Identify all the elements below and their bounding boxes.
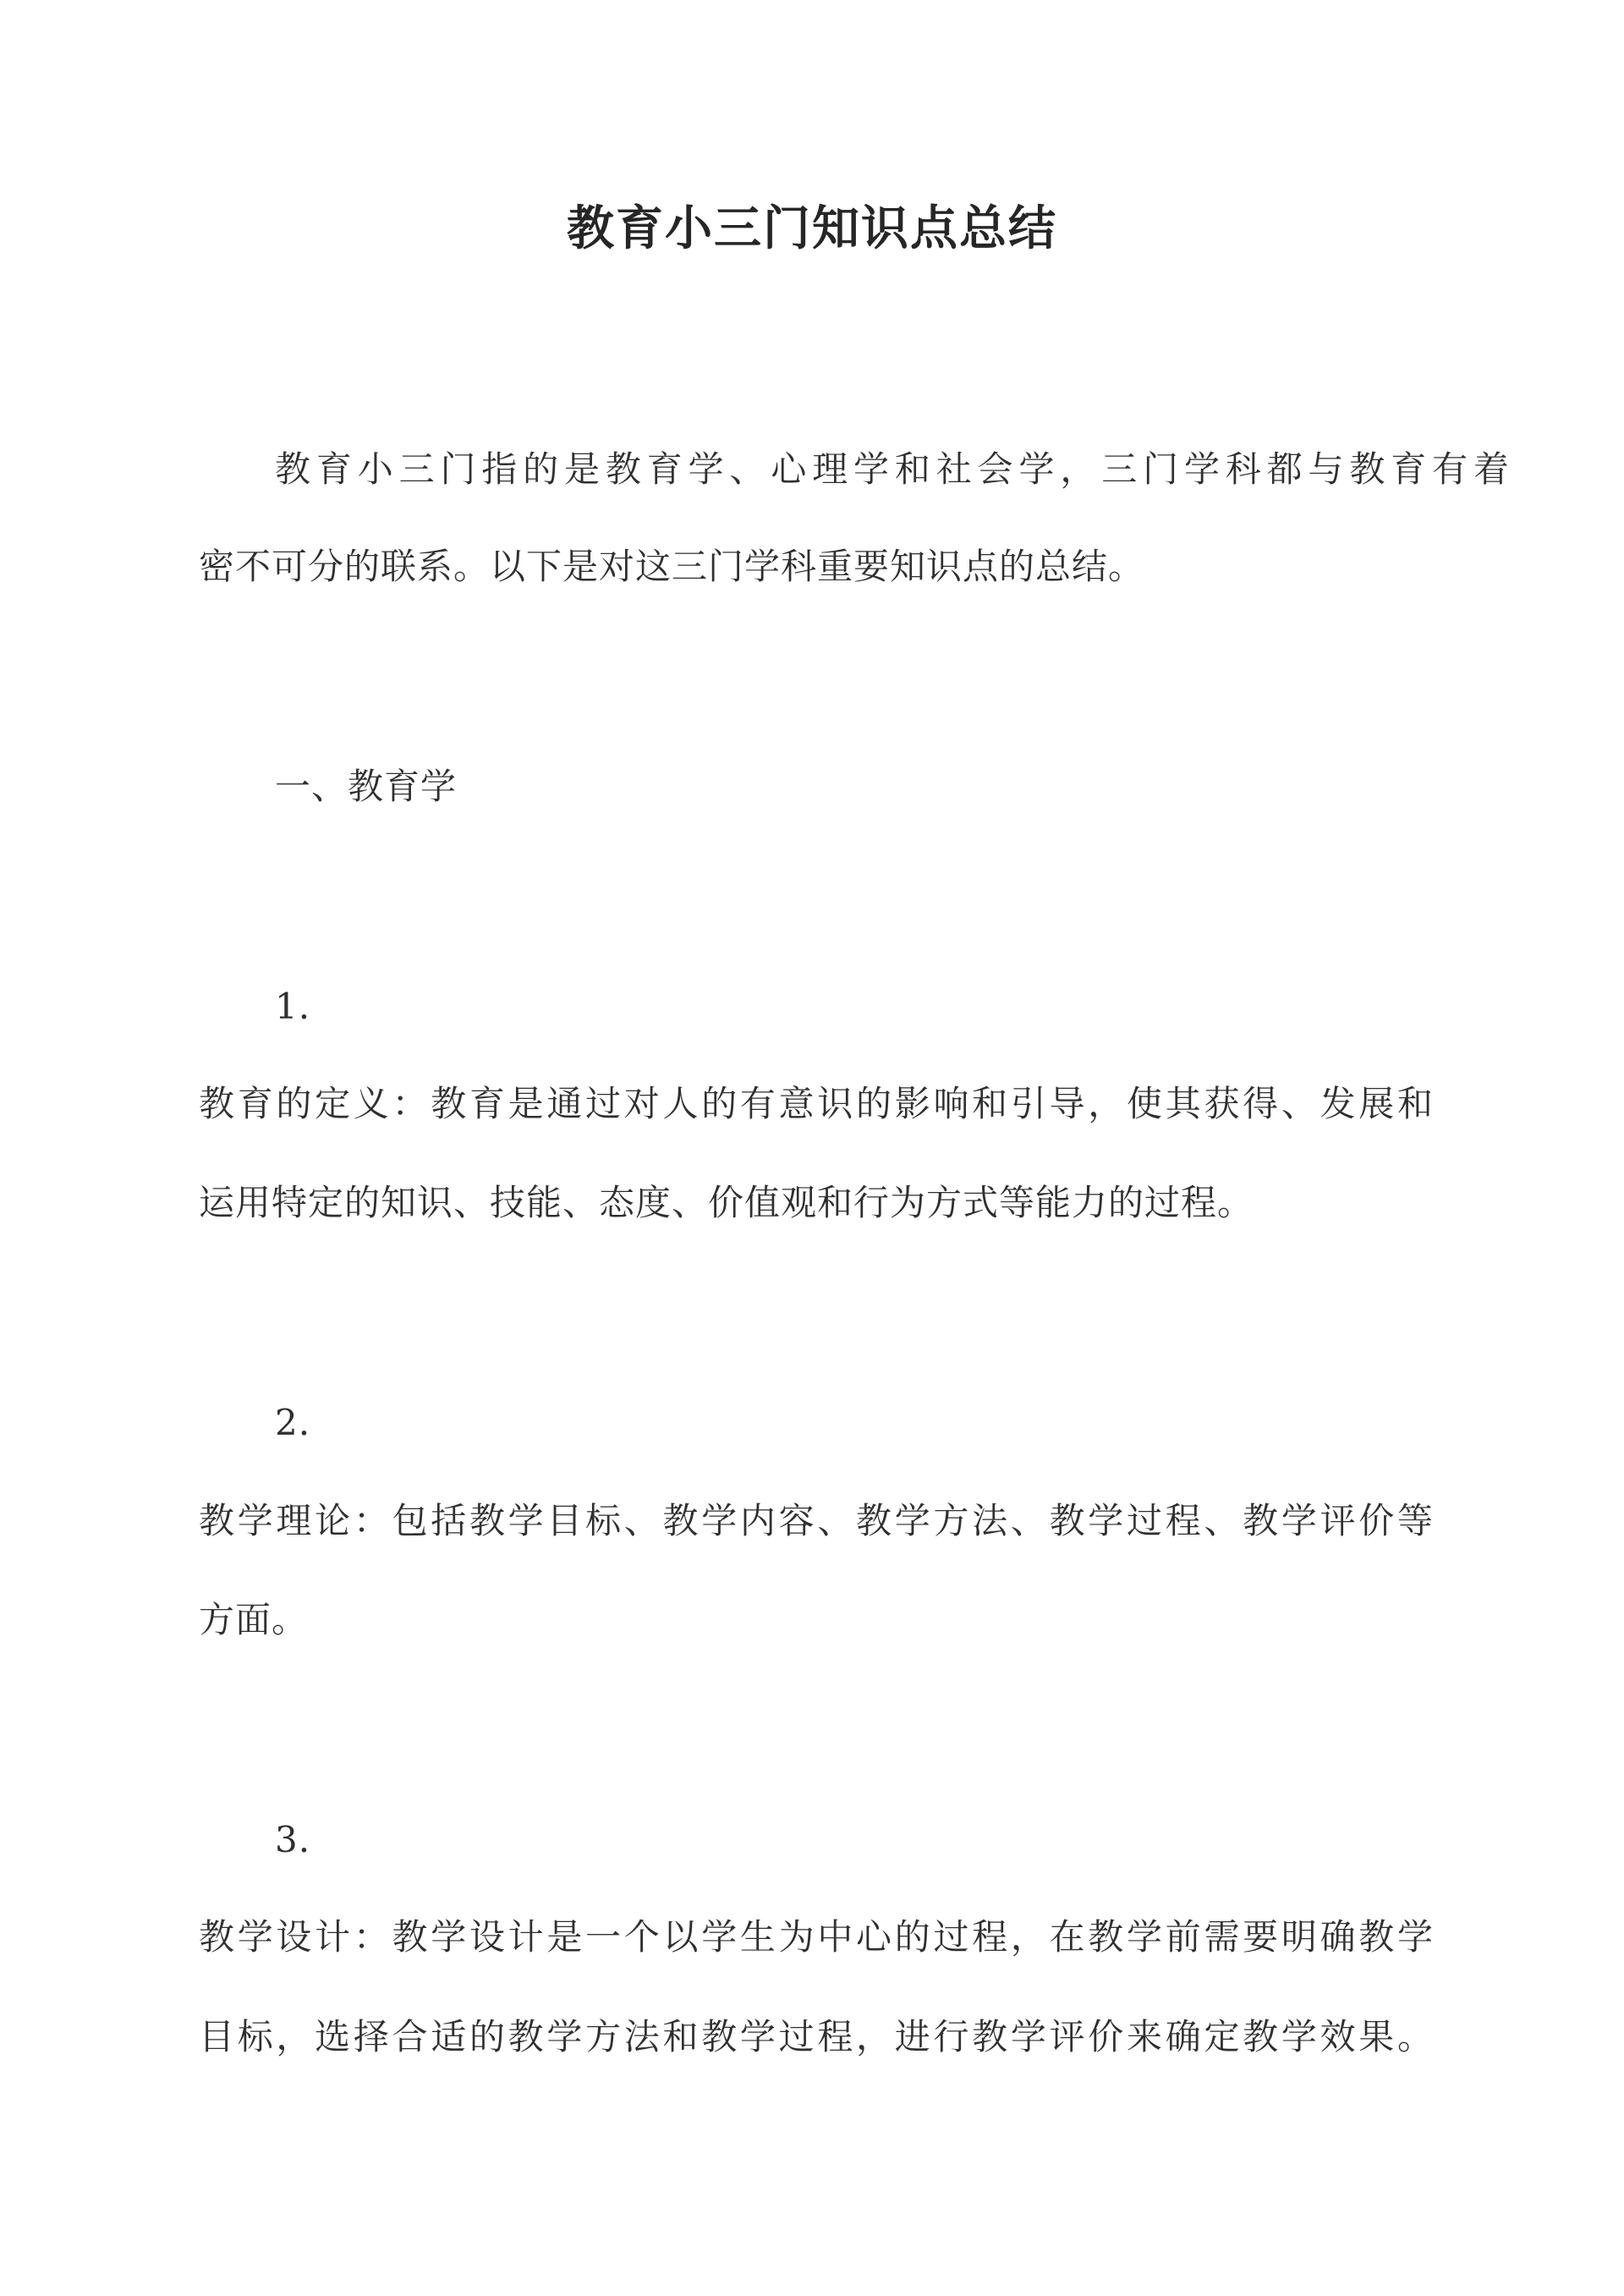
item-3-line-1: 教学设计：教学设计是一个以学生为中心的过程，在教学前需要明确教学 (199, 1916, 1434, 1958)
section-heading: 一、教育学 (275, 766, 458, 807)
intro-line-1: 教育小三门指的是教育学、心理学和社会学，三门学科都与教育有着 (275, 448, 1510, 490)
item-1-line-1: 教育的定义：教育是通过对人的有意识的影响和引导，使其获得、发展和 (199, 1083, 1434, 1124)
document-title: 教育小三门知识点总结 (567, 200, 1057, 256)
item-number-3: 3. (275, 1819, 311, 1860)
item-2-line-2: 方面。 (199, 1599, 309, 1640)
item-3-line-2: 目标，选择合适的教学方法和教学过程，进行教学评价来确定教学效果。 (199, 2016, 1434, 2057)
intro-line-2: 密不可分的联系。以下是对这三门学科重要知识点的总结。 (199, 546, 1145, 587)
item-number-2: 2. (275, 1402, 311, 1443)
item-1-line-2: 运用特定的知识、技能、态度、价值观和行为方式等能力的过程。 (199, 1182, 1254, 1223)
item-2-line-1: 教学理论：包括教学目标、教学内容、教学方法、教学过程、教学评价等 (199, 1500, 1434, 1541)
item-number-1: 1. (275, 986, 311, 1027)
